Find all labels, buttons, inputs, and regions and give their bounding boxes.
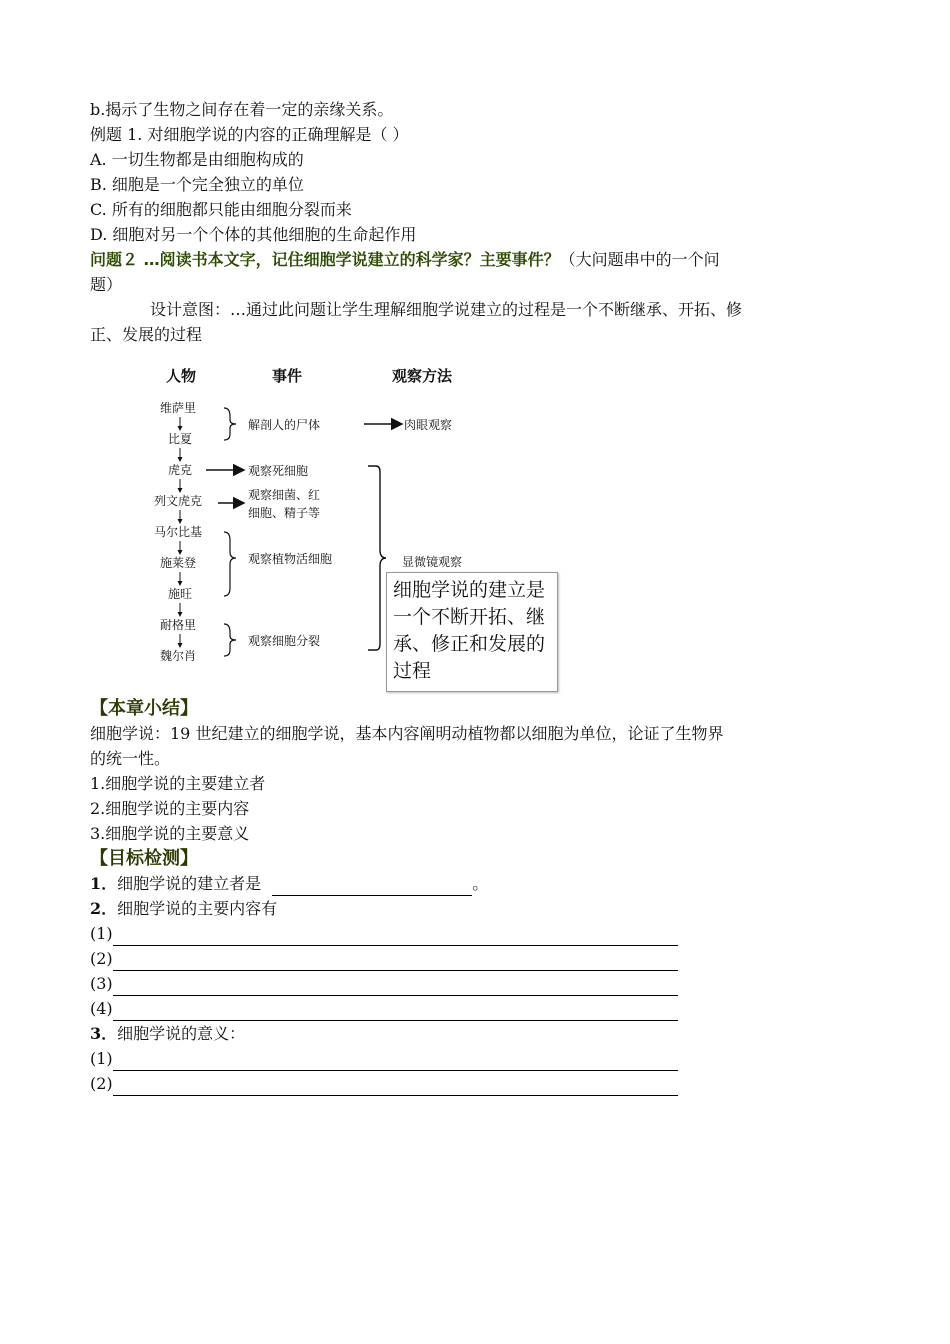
- person-schwann: 施旺: [168, 587, 193, 601]
- blank-label: (2): [90, 1074, 113, 1093]
- answer-blank[interactable]: [113, 927, 678, 946]
- header-event: 事件: [272, 367, 303, 385]
- header-method: 观察方法: [392, 367, 453, 385]
- test-q3-number: 3．: [90, 1024, 118, 1043]
- design-intent-1: 设计意图：…通过此问题让学生理解细胞学说建立的过程是一个不断继承、开拓、修: [150, 300, 743, 319]
- person-bichat: 比夏: [168, 432, 193, 446]
- test-q1-text: 细胞学说的建立者是: [117, 874, 262, 893]
- person-leeuwenhoek: 列文虎克: [154, 494, 203, 508]
- person-vesalius: 维萨里: [160, 401, 197, 415]
- test-q2-text: 细胞学说的主要内容有: [117, 899, 278, 918]
- example-option-a: A. 一切生物都是由细胞构成的: [90, 150, 304, 169]
- header-person: 人物: [166, 367, 197, 385]
- test-q2-blank-row: [90, 947, 678, 971]
- event-living-plant-cells: 观察植物活细胞: [248, 552, 333, 566]
- person-schleiden: 施莱登: [160, 556, 197, 570]
- intro-line-b: b.揭示了生物之间存在着一定的亲缘关系。: [90, 100, 394, 119]
- test-q2-blank-row: [90, 972, 678, 996]
- event-dead-cells: 观察死细胞: [248, 464, 309, 478]
- problem2-line: [90, 248, 720, 272]
- example-question: 例题 1. 对细胞学说的内容的正确理解是（ ）: [90, 125, 409, 144]
- example-option-d: D. 细胞对另一个个体的其他细胞的生命起作用: [90, 225, 417, 244]
- test-q1-number: 1．: [90, 874, 118, 893]
- test-q3-blank-row: [90, 1047, 678, 1071]
- test-q3-blank-row: [90, 1072, 678, 1096]
- test-q1: [90, 872, 488, 896]
- person-nageli: 耐格里: [160, 618, 197, 632]
- test-q3: [90, 1022, 245, 1046]
- answer-blank[interactable]: [113, 977, 678, 996]
- method-microscope: 显微镜观察: [402, 555, 463, 569]
- summary-heading: 【本章小结】: [90, 698, 198, 719]
- test-q2-blank-row: [90, 922, 678, 946]
- design-intent-2: 正、发展的过程: [90, 325, 203, 344]
- summary-text-2: 的统一性。: [90, 749, 171, 768]
- test-q1-end: 。: [472, 874, 489, 893]
- summary-item-3: 3.细胞学说的主要意义: [90, 824, 250, 843]
- person-malpighi: 马尔比基: [154, 525, 203, 539]
- problem2-note: （大问题串中的一个问: [559, 250, 720, 269]
- answer-blank[interactable]: [113, 1002, 678, 1021]
- test-q3-text: 细胞学说的意义：: [117, 1024, 246, 1043]
- diagram-note-box: 细胞学说的建立是一个不断开拓、继承、修正和发展的过程: [386, 572, 558, 692]
- test-q2: [90, 897, 277, 921]
- event-cell-division: 观察细胞分裂: [248, 634, 321, 648]
- method-naked-eye: 肉眼观察: [404, 418, 453, 432]
- test-heading: 【目标检测】: [90, 848, 198, 869]
- blank-label: (1): [90, 924, 113, 943]
- event-bacteria-1: 观察细菌、红: [248, 488, 321, 502]
- problem2-note-cont: 题）: [90, 275, 123, 294]
- blank-label: (4): [90, 999, 113, 1018]
- event-dissection: 解剖人的尸体: [248, 418, 321, 432]
- summary-item-2: 2.细胞学说的主要内容: [90, 799, 250, 818]
- summary-text-1: 细胞学说：19 世纪建立的细胞学说，基本内容阐明动植物都以细胞为单位，论证了生物界: [90, 724, 724, 743]
- example-option-c: C. 所有的细胞都只能由细胞分裂而来: [90, 200, 352, 219]
- event-bacteria-2: 细胞、精子等: [248, 506, 321, 520]
- blank-label: (3): [90, 974, 113, 993]
- blank-label: (2): [90, 949, 113, 968]
- answer-blank[interactable]: [113, 1052, 678, 1071]
- person-virchow: 魏尔肖: [160, 649, 197, 663]
- test-q1-blank[interactable]: [272, 877, 472, 896]
- blank-label: (1): [90, 1049, 113, 1068]
- example-option-b: B. 细胞是一个完全独立的单位: [90, 175, 304, 194]
- problem2-title: 问题２ …阅读书本文字，记住细胞学说建立的科学家？主要事件？: [90, 250, 560, 269]
- test-q2-number: 2．: [90, 899, 118, 918]
- answer-blank[interactable]: [113, 1077, 678, 1096]
- test-q2-blank-row: [90, 997, 678, 1021]
- summary-item-1: 1.细胞学说的主要建立者: [90, 774, 266, 793]
- answer-blank[interactable]: [113, 952, 678, 971]
- person-hooke: 虎克: [168, 463, 193, 477]
